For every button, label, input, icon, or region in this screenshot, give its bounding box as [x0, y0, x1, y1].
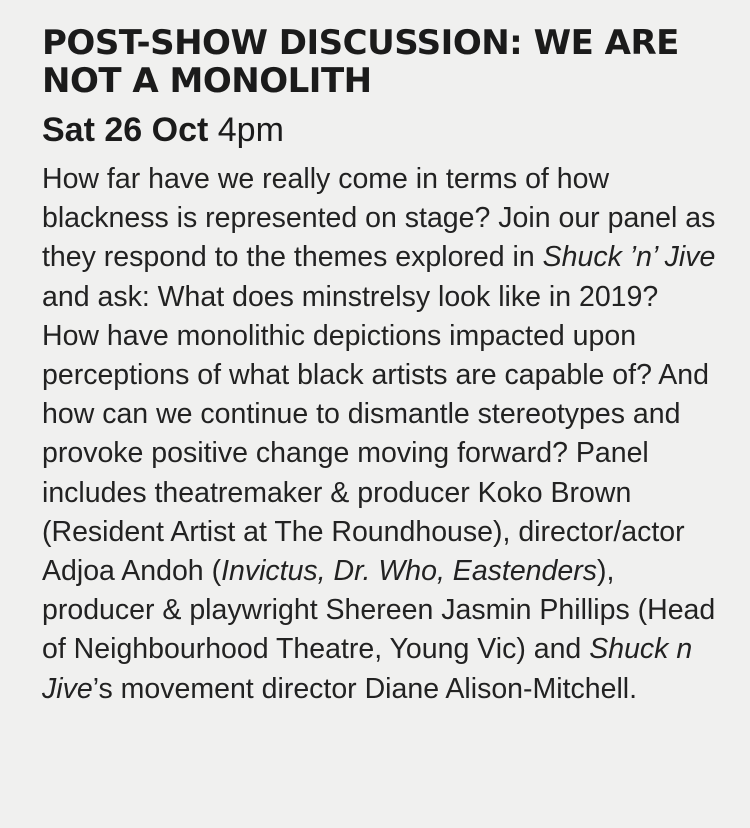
event-description [42, 160, 722, 709]
description-text: ), producer & playwright Shereen Jasmin Phillips (Head of Neighbourhood Theatre, Young Vic) and [42, 555, 716, 666]
description-text: and ask: What does minstrelsy look like in 2019? How have monolithic depictions impacted upon perceptions of what black artists are capable of? And how can we continue to dismantle stereotypes and provoke positive change moving forward? Panel includes theatremaker & producer Koko Brown (Resident Artist at The Roundhouse), director/actor Adjoa Andoh ( [42, 280, 709, 588]
event-time: 4pm [217, 111, 284, 149]
show-title: Shuck ’n’ Jive [542, 241, 716, 274]
event-title: POST-SHOW DISCUSSION: WE ARE NOT A MONOLITH [42, 23, 679, 101]
event-datetime [42, 108, 722, 152]
andoh-credits: Invictus, Dr. Who, Eastenders [221, 555, 597, 588]
description-text: How far have we really come in terms of how blackness is represented on stage? Join our panel as they respond to the themes explored in [42, 163, 716, 274]
description-text: ’s movement director Diane Alison-Mitchell. [92, 672, 638, 705]
show-title: Shuck n Jive [42, 633, 693, 705]
event-date: Sat 26 Oct [42, 111, 209, 149]
